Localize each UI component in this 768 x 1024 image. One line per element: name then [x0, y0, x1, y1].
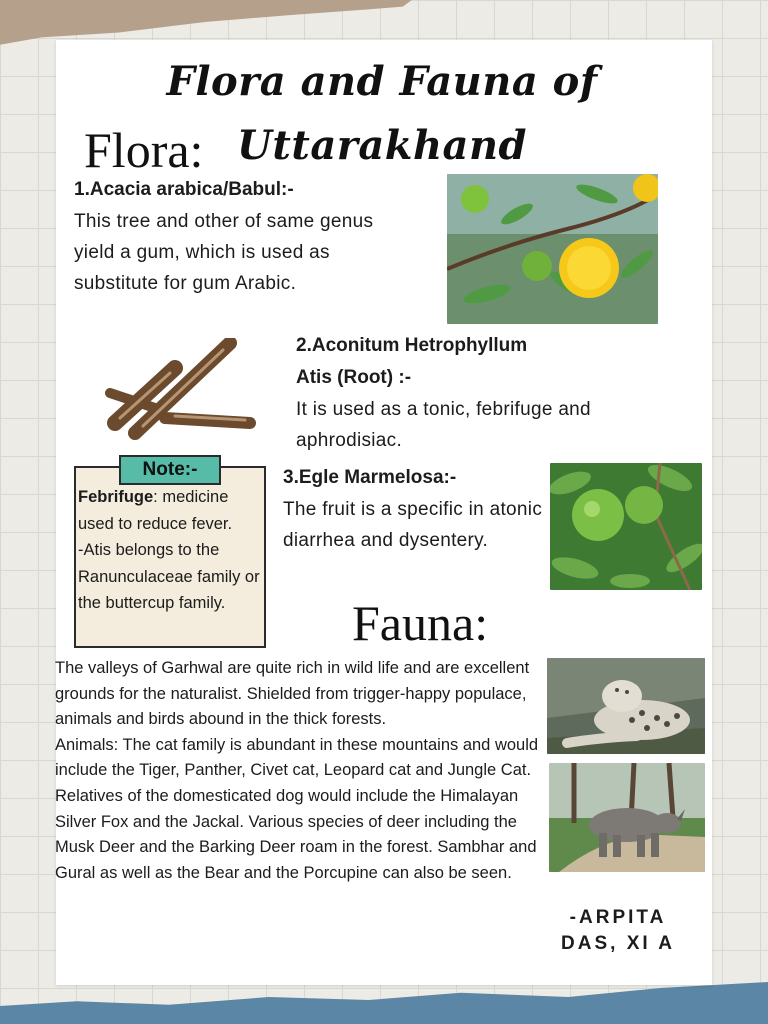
acacia-flower-photo: [447, 174, 658, 324]
bael-fruit-photo: [550, 463, 702, 590]
note-term: Febrifuge: [78, 488, 154, 506]
flora-item-3-heading: 3.Egle Marmelosa:-: [283, 467, 457, 488]
fauna-paragraph-1: The valleys of Garhwal are quite rich in wild life and are excellent grounds for the naturalist. Shielded from trigger-happy populace, animals and birds abound in the thick forests.: [55, 659, 530, 729]
note-text: [78, 484, 264, 537]
atis-root-photo: [95, 338, 257, 444]
note-extra: -Atis belongs to the Ranunculaceae family or the buttercup family.: [78, 541, 260, 612]
flora-item-2-heading-line2: Atis (Root) :-: [296, 367, 412, 388]
note-box: [74, 466, 266, 648]
author-line-1: -ARPITA: [569, 907, 667, 928]
poster-title: Flora and Fauna of Uttarakhand: [166, 58, 598, 169]
author-line-2: DAS, XI A: [561, 933, 675, 954]
rhinoceros-photo: [549, 763, 705, 872]
note-definition: : medicine used to reduce fever.: [78, 488, 233, 533]
flora-item-1-heading: 1.Acacia arabica/Babul:-: [74, 179, 294, 200]
fauna-paragraph-2: Animals: The cat family is abundant in these mountains and would include the Tiger, Panther, Civet cat, Leopard cat and Jungle Cat. Relatives of the domesticated dog would include the Himalayan Silver Fox and the Jackal. Various species of deer including the Musk Deer and the Barking Deer roam in the forest. Sambhar and Gural as well as the Bear and the Porcupine can also be seen.: [55, 735, 539, 882]
flora-item-2: [296, 330, 636, 456]
author-credit: [548, 905, 688, 957]
snow-leopard-photo: [547, 658, 705, 754]
flora-item-3-body: The fruit is a specific in atonic diarrhea and dysentery.: [283, 499, 543, 551]
flora-item-1-body: This tree and other of same genus yield a gum, which is used as substitute for gum Arabic.: [74, 211, 374, 294]
note-tag: Note:-: [119, 455, 221, 485]
flora-item-2-body: It is used as a tonic, febrifuge and aphrodisiac.: [296, 399, 591, 451]
flora-item-2-heading-line1: 2.Aconitum Hetrophyllum: [296, 335, 528, 356]
fauna-text: [55, 656, 543, 886]
flora-item-3: [283, 462, 553, 556]
fauna-heading: Fauna:: [352, 595, 489, 651]
flora-item-1: [74, 174, 374, 299]
flora-heading: Flora:: [84, 122, 204, 178]
